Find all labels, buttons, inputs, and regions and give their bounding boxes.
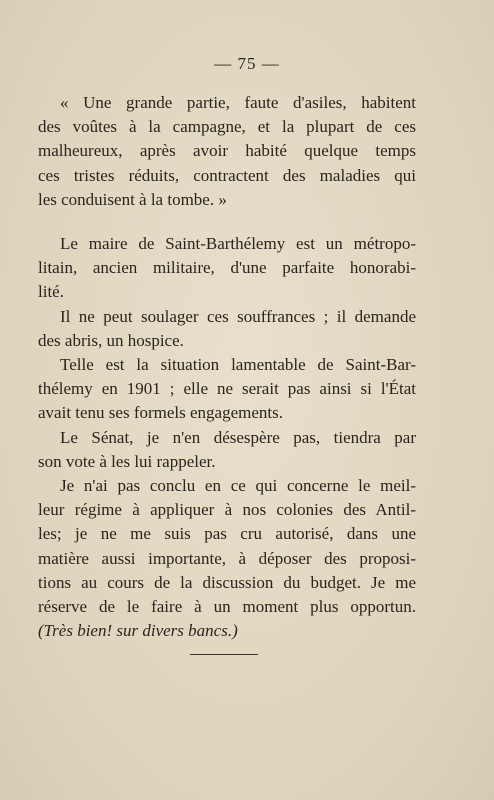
text-line: Je n'ai pas conclu en ce qui concerne le meil-: [60, 476, 416, 496]
text-line: Le maire de Saint-Barthélemy est un métropo-: [60, 234, 416, 253]
quote-line: malheureux, après avoir habité quelque temps: [38, 141, 416, 161]
applause-text: (Très bien! sur divers bancs.): [38, 621, 238, 641]
text-line: Il ne peut soulager ces souffrances ; il demande: [60, 306, 416, 326]
text-line: lité.: [38, 282, 64, 302]
text-line: avait tenu ses formels engagements.: [38, 403, 284, 423]
quote-line: les conduisent à la tombe. »: [38, 189, 227, 209]
text-line: des abris, un hospice.: [38, 330, 184, 350]
text-line: matière aussi importante, à déposer des proposi-: [38, 548, 416, 568]
quote-line: des voûtes à la campagne, et la plupart de ces: [38, 117, 416, 137]
closing-rule: [190, 654, 258, 655]
quote-line: ces tristes réduits, contractent des maladies qui: [38, 165, 416, 185]
paragraph-shelter: [38, 305, 416, 353]
text-line: Le Sénat, je n'en désespère pas, tiendra par: [60, 427, 416, 447]
applause-note: [38, 619, 416, 643]
quotation-block: [38, 91, 416, 212]
text-line: tions au cours de la discussion du budget. Je me: [38, 572, 416, 592]
paragraph-situation: [38, 353, 416, 426]
text-line: les; je ne me suis pas cru autorisé, dans une: [38, 524, 416, 544]
text-line: réserve de le faire à un moment plus opportun.: [38, 597, 416, 617]
paragraph-senate: [38, 426, 416, 474]
paragraph-conclusion: [38, 474, 416, 619]
text-line: son vote à les lui rappeler.: [38, 451, 216, 471]
text-line: leur régime à appliquer à nos colonies des Antil-: [38, 500, 416, 520]
quote-line: « Une grande partie, faute d'asiles, habitent: [60, 93, 416, 112]
text-line: Telle est la situation lamentable de Saint-Bar-: [60, 355, 416, 375]
text-line: thélemy en 1901 ; elle ne serait pas ainsi si l'État: [38, 379, 416, 399]
paragraph-mayor: [38, 232, 416, 305]
page-number: — 75 —: [214, 54, 280, 73]
body-text: [38, 232, 416, 643]
text-line: litain, ancien militaire, d'une parfaite honorabi-: [38, 258, 416, 278]
